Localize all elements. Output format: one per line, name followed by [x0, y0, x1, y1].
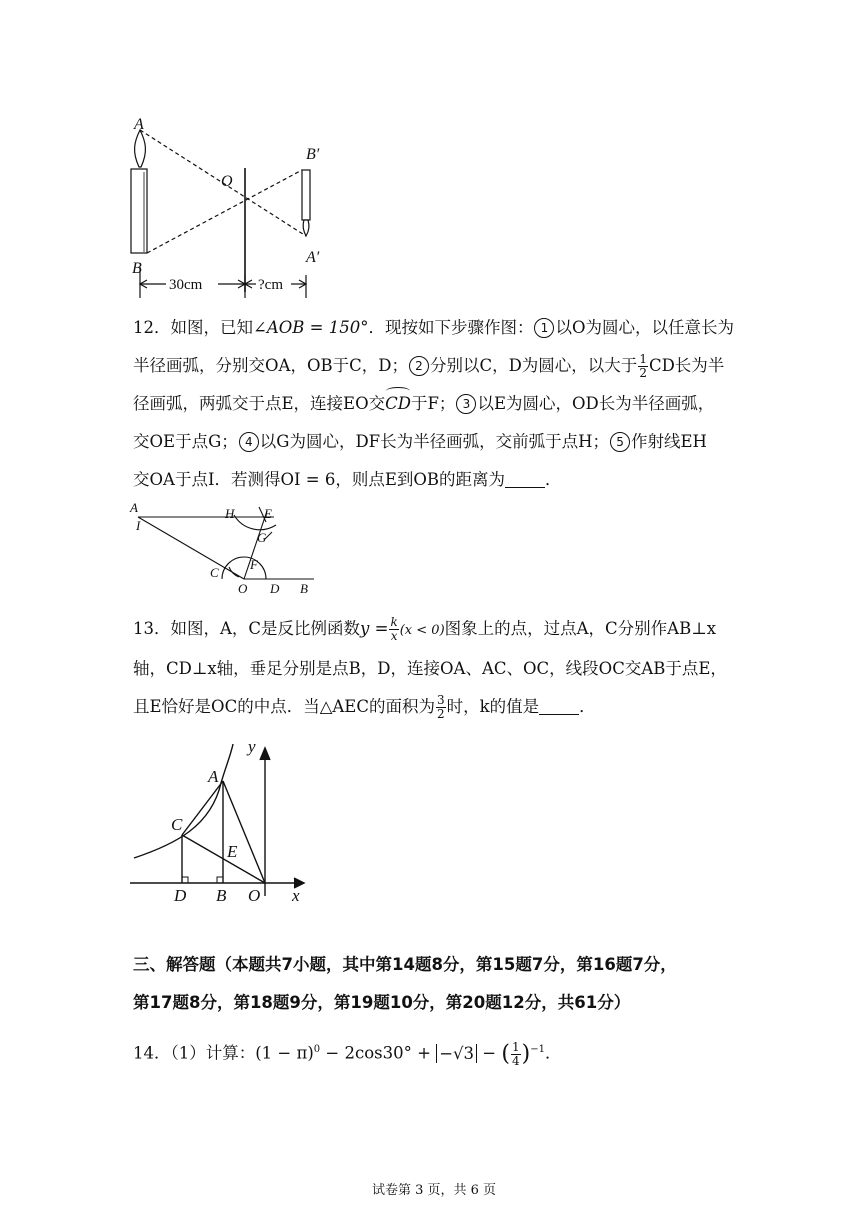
abs-value: −√3	[436, 1044, 477, 1063]
step-3-mark: 3	[456, 394, 476, 414]
fig2-label-I: I	[136, 518, 141, 533]
answer-blank	[505, 471, 545, 489]
section-3-heading	[133, 946, 753, 1022]
question-13	[133, 610, 743, 726]
dim-left: 30cm	[169, 277, 203, 293]
fig2-label-F: F	[250, 557, 258, 572]
flame-right	[303, 220, 309, 236]
q13-line-1: 13．如图，A，C是反比例函数y = $\frac{k}{x}$ (x < 0)图象上的点，过点A，C分别作AB⊥x	[133, 615, 717, 643]
fig2-label-H: H	[225, 506, 235, 521]
answer-blank-13	[539, 698, 579, 716]
fig3-label-B: B	[216, 886, 227, 905]
figure-pinhole	[120, 112, 340, 302]
fig2-label-C: C	[210, 565, 219, 580]
question-12	[133, 309, 743, 499]
step-4-mark: 4	[239, 432, 259, 452]
fig3-label-y: y	[248, 737, 256, 756]
q12-line-4: 交OE于点G； 4 以G为圆心，DF长为半径画弧，交前弧于点H； 5 作射线EH	[133, 432, 707, 451]
fig2-label-B: B	[300, 581, 308, 596]
hyperbola-curve	[134, 744, 233, 858]
fig2-label-A: A	[130, 500, 138, 515]
fig3-label-E: E	[227, 842, 238, 861]
section-3-line-2: 第17题8分，第18题9分，第19题10分，第20题12分，共61分）	[133, 993, 631, 1012]
page-footer: 试卷第 3 页，共 6 页	[371, 1183, 497, 1198]
fig3-label-A: A	[208, 767, 219, 786]
q12-line-3: 径画弧，两弧交于点E，连接EO交CD于F； 3 以E为圆心，OD长为半径画弧，	[133, 385, 743, 423]
fig2-label-E: E	[264, 506, 272, 521]
fig2-label-G: G	[257, 530, 267, 545]
candle-left	[131, 169, 147, 253]
three-halves-fraction: $\frac{3}{2}$	[436, 693, 445, 721]
label-O: O	[221, 173, 233, 190]
q12-line-1: 12．如图，已知∠AOB = 150°．现按如下步骤作图： 1 以O为圆心，以任意长为	[133, 318, 734, 337]
label-A-prime: A′	[306, 249, 320, 266]
q13-line-3: 且E恰好是OC的中点．当△AEC的面积为 $\frac{3}{2}$ 时，k的值是 ．	[133, 693, 596, 721]
section-3-line-1: 三、解答题（本题共7小题，其中第14题8分，第15题7分，第16题7分，	[133, 955, 677, 974]
fig2-label-D: D	[270, 581, 280, 596]
arc-cd: CD	[385, 385, 411, 423]
q12-line-5: 交OA于点I．若测得OI = 6，则点E到OB的距离为 ．	[133, 470, 562, 489]
candle-right	[302, 170, 310, 220]
quarter-fraction: $\frac{1}{4}$	[511, 1039, 520, 1068]
flame-left	[135, 130, 146, 167]
step-2-mark: 2	[409, 356, 429, 376]
fig3-label-C: C	[171, 815, 183, 834]
fig3-label-D: D	[174, 886, 187, 905]
question-14	[133, 1031, 743, 1074]
q14-line-1: 14．（1）计算：$(1 - \pi)^0 - 2\cos 30^\circ + -√3$ − ( $\frac{1}{4}$ )$^{-1}$．	[133, 1039, 562, 1068]
fig3-label-x: x	[292, 886, 300, 905]
q13-line-2: 轴，CD⊥x轴，垂足分别是点B，D，连接OA、AC、OC，线段OC交AB于点E，	[133, 659, 727, 678]
label-B-prime: B′	[306, 146, 320, 163]
step-5-mark: 5	[610, 432, 630, 452]
dim-right: ?cm	[258, 277, 283, 293]
fig3-label-O: O	[248, 886, 261, 905]
label-A: A	[134, 116, 144, 133]
step-1-mark: 1	[534, 318, 554, 338]
k-over-x-fraction: $\frac{k}{x}$	[390, 615, 398, 643]
figure-hyperbola	[126, 736, 316, 906]
q12-line-2: 半径画弧，分别交OA，OB于C，D； 2 分别以C，D为圆心，以大于 $\frac{1}{2}$ CD长为半	[133, 352, 725, 380]
half-fraction: $\frac{1}{2}$	[639, 352, 647, 380]
fig2-label-O: O	[238, 581, 248, 596]
figure-angle-construction	[126, 500, 326, 596]
label-B: B	[132, 260, 142, 277]
